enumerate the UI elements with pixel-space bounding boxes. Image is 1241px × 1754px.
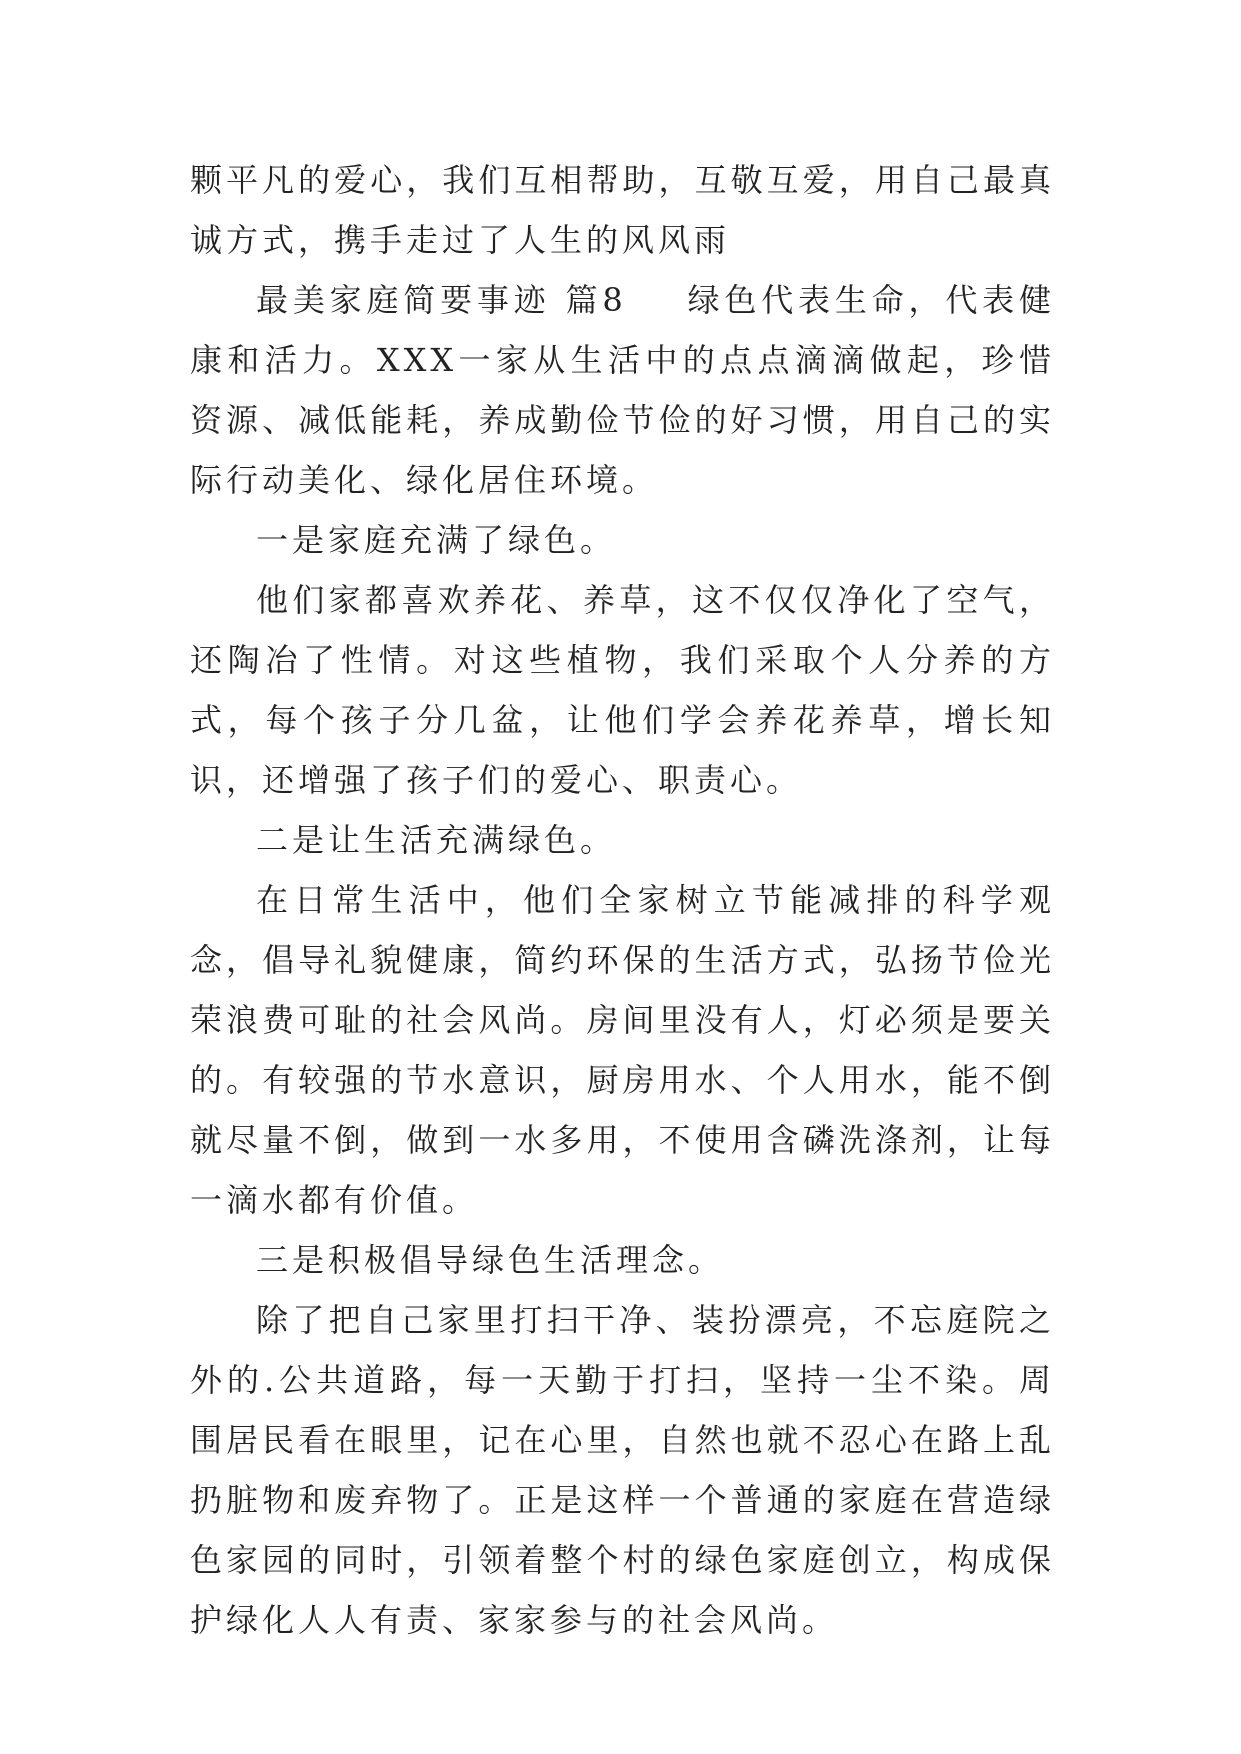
section-heading: 最美家庭简要事迹 篇8 [256, 281, 627, 319]
paragraph-plants: 他们家都喜欢养花、养草，这不仅仅净化了空气，还陶冶了性情。对这些植物，我们采取个人分养的方式，每个孩子分几盆，让他们学会养花养草，增长知识，还增强了孩子们的爱心、职责心。 [190, 581, 1055, 799]
paragraph-point-two: 二是让生活充满绿色。 [256, 821, 617, 859]
paragraph-continuation: 颗平凡的爱心，我们互相帮助，互敬互爱，用自己最真诚方式，携手走过了人生的风风雨 [190, 161, 1055, 259]
paragraph-point-three: 三是积极倡导绿色生活理念。 [256, 1241, 725, 1279]
document-body [190, 150, 1055, 1650]
paragraph-energy-saving: 在日常生活中，他们全家树立节能减排的科学观念，倡导礼貌健康，简约环保的生活方式，弘扬节俭光荣浪费可耻的社会风尚。房间里没有人，灯必须是要关的。有较强的节水意识，厨房用水、个人用水，能不倒就尽量不倒，做到一水多用，不使用含磷洗涤剂，让每一滴水都有价值。 [190, 881, 1055, 1219]
paragraph-section-8 [190, 270, 1055, 510]
paragraph-point-one: 一是家庭充满了绿色。 [256, 521, 617, 559]
paragraph-green-living: 除了把自己家里打扫干净、装扮漂亮，不忘庭院之外的.公共道路，每一天勤于打扫，坚持一尘不染。周围居民看在眼里，记在心里，自然也就不忍心在路上乱扔脏物和废弃物了。正是这样一个普通的家庭在营造绿色家园的同时，引领着整个村的绿色家庭创立，构成保护绿化人人有责、家家参与的社会风尚。 [190, 1301, 1055, 1639]
section-intro-text: 绿色代表生命，代表健康和活力。XXX一家从生活中的点点滴滴做起，珍惜资源、减低能耗，养成勤俭节俭的好习惯，用自己的实际行动美化、绿化居住环境。 [190, 281, 1055, 499]
